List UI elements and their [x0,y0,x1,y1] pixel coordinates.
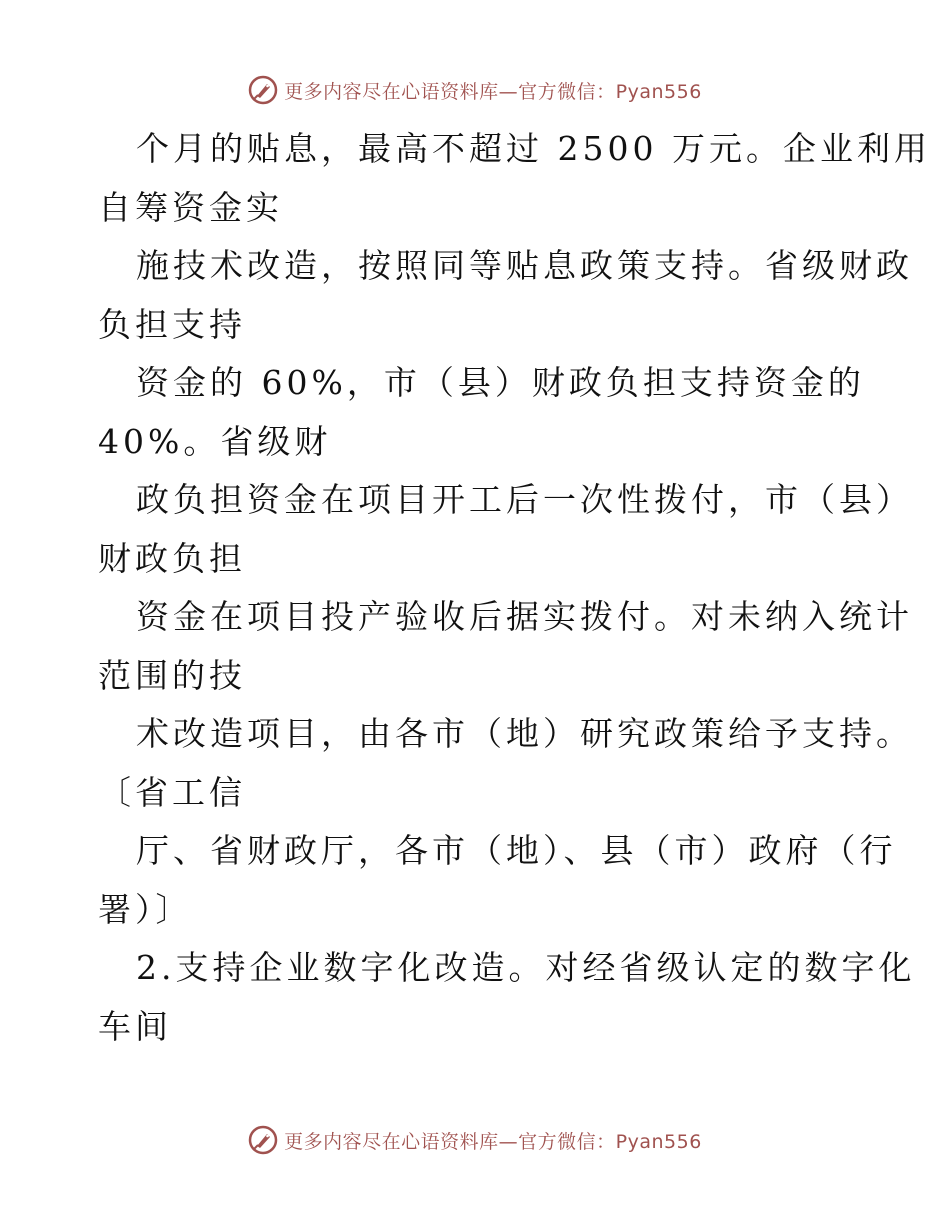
text-line: 厅、省财政厅，各市（地）、县（市）政府（行 [136,831,897,870]
pen-nib-logo-icon [248,75,278,105]
text-line: 术改造项目，由各市（地）研究政策给予支持。 [136,714,913,753]
text-line: 范围的技 [98,655,246,695]
text-line: 个月的贴息，最高不超过 2500 万元。企业利用 [136,129,931,168]
text-line: 资金的 60%，市（县）财政负担支持资金的 [136,363,865,402]
text-line: 署）〕 [98,889,193,929]
header-banner-text: 更多内容尽在心语资料库—官方微信：Pyan556 [284,80,702,103]
document-body [98,120,931,1056]
pen-nib-logo-icon [248,1125,278,1155]
text-line: 自筹资金实 [98,187,283,227]
text-line: 政负担资金在项目开工后一次性拨付，市（县） [136,480,913,519]
text-line: 40%。省级财 [98,421,332,461]
text-line: 负担支持 [98,304,246,344]
text-line: 2.支持企业数字化改造。对经省级认定的数字化 [136,948,916,987]
text-line: 财政负担 [98,538,246,578]
footer-banner [0,1120,950,1160]
text-line: 施技术改造，按照同等贴息政策支持。省级财政 [136,246,913,285]
footer-banner-text: 更多内容尽在心语资料库—官方微信：Pyan556 [284,1130,702,1153]
text-line: 〔省工信 [98,772,246,812]
header-banner [0,70,950,110]
text-line: 车间 [98,1006,172,1046]
text-line: 资金在项目投产验收后据实拨付。对未纳入统计 [136,597,913,636]
